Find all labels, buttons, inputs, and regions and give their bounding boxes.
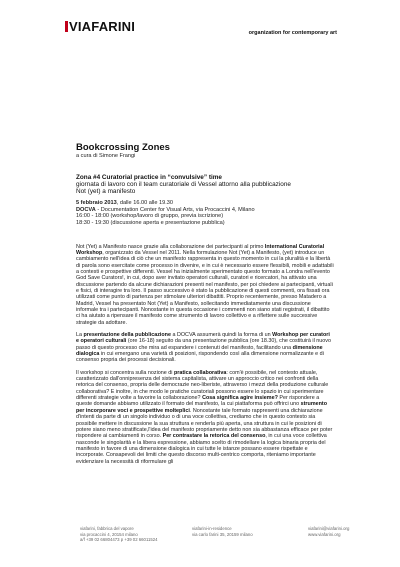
curator-line: a cura di Simone Frangi <box>76 153 136 159</box>
event-venue: DOCVA - Documentation Center for Visual Arts, via Procaccini 4, Milano <box>76 206 255 213</box>
letterhead <box>65 19 337 49</box>
event-date: 5 febbraio 2013, dalle 16.00 alle 19.30 <box>76 200 174 207</box>
event-title: Bookcrossing Zones <box>76 142 170 153</box>
paragraph-1: Not (Yet) a Manifesto nasce grazie alla collaborazione dei partecipanti al primo International Curatorial Workshop, organizzato da Vessel nel 2011. Nella formulazione Not (Yet) a Manifesto, (yet) introduce un cambiamento nell'idea di ciò che un manifesto rappresenta in questo momento in cui la pluralità e la libertà di parola sono esercitate come processo in divenire, e in cui è necessario essere flessibili, mobili e adattabili a contesti e prospettive differenti. Vessel ha inizialmente sperimentato questo formato a Londra nell'evento God Save Curators!, in cui, dopo aver invitato operatori culturali, curatori e ricercatori, ha attivato una discussione partendo da alcune dichiarazioni presenti nel manifesto, per poi chiedere ai partecipanti, virtuali e fisici, di interagire tra loro. Il passo successivo è stato la pubblicazione di questi commenti, ora fissati ora utilizzati come punto di partenza per stimolare ulteriori dibattiti. Proprio recentemente, presso Matadero a Madrid, Vessel ha presentato Not (Yet) a Manifesto, sollecitando immediatamente una discussione informale tra i partecipanti. Nonostante in questa occasione i commenti non siano stati registrati, il dibattito ci ha aiutato a ripensare il manifesto come strumento di lavoro collettivo e a riflettere sulle successive strategie da adottare. <box>76 243 334 326</box>
schedule-workshop: 16:00 - 18:00 (workshop/lavoro di gruppo, previa iscrizione) <box>76 213 224 220</box>
zona-title: Zona #4 Curatorial practice in “convulsive” time <box>76 173 222 181</box>
body-text <box>76 244 334 465</box>
schedule-presentation: 18:30 - 19:30 (discussione aperta e presentazione pubblica) <box>76 219 225 226</box>
paragraph-3: Il workshop si concentra sulla nozione di pratica collaborativa: com'è possibile, nel contesto attuale, caratterizzato dall'onnipresenza del sistema capitalista, attivare un approccio critico nei confronti della retorica del consenso, propria delle democrazie neo-liberiste, attraverso i mezzi della produzione culturale collaborativa? E inoltre, in che modo le pratiche curatoriali possono essere lo spazio in cui sperimentare differenti strategie volte a favorire la collaborazione? Cosa significa agire insieme? Per rispondere a queste domande abbiamo utilizzato il formato del manifesto, la cui piattaforma può offrirci uno strumento per incorporare voci e prospettive molteplici. Nonostante tale formato rappresenti una dichiarazione d'intenti da parte di un singolo individuo o di una voce collettiva, crediamo che in questo contesto sia possibile mettere in discussione la sua struttura e renderla più aperta, una struttura in cui le posizioni di potere siano meno stratificate,l'idea del manifesto propriamente detto non sia abbastanza efficace per poter rispondere ai cambiamenti in corso. Per contrastare la retorica del consenso, in cui una voce collettiva nasconde le singolarità e la libera espressione, abbiamo scelto di rimodellare la logica binaria propria del manifesto in favore di una dimensione dialogica in cui tutte le istanze possano essere rispettate e incorporate. Consapevoli dei limiti che questo discorso multi-centrico comporta, riteniamo importante evidenziare la necessità di riformulare gli <box>76 369 333 465</box>
tagline: organization for contemporary art <box>248 30 337 36</box>
footer-website[interactable]: www.viafarini.org <box>308 531 341 537</box>
viafarini-logo <box>65 19 135 34</box>
logo-text: VIAFARINI <box>69 19 136 34</box>
zona-subtitle: giornata di lavoro con il team curatoriale di Vessel attorno alla pubblicazione <box>76 180 291 188</box>
logo-accent-bar <box>65 21 68 32</box>
zona-publication: Not (yet) a manifesto <box>76 188 136 195</box>
event-details <box>76 200 334 226</box>
paragraph-2: La presentazione della pubblicazione a DOCVA assumerà quindi la forma di un Workshop per curatori e operatori culturali (ore 16-18) seguito da una presentazione pubblica (ore 18.30), che costituirà il nuovo passo di questo processo che mira ad espandere i contenuti del manifesto, facilitando una dimensione dialogica in cui emergano una varietà di posizioni, rispondendo così alla dimensione normalizzante e di consenso propria dei processi decisionali. <box>76 332 331 364</box>
footer <box>80 526 363 546</box>
footer-address-residence: viafarini-in-residence via carlo farini 35, 20159 milano <box>192 526 253 537</box>
footer-address-main: viafarini, fabbrica del vapore via procaccini 4, 20154 milano a/f +39 02 66804473 p +39 02 66011524 <box>80 526 158 542</box>
footer-contacts <box>308 526 349 537</box>
zona-block <box>76 174 334 196</box>
document-body <box>76 142 334 471</box>
footer-email[interactable]: viafarini@viafarini.org <box>308 526 350 531</box>
